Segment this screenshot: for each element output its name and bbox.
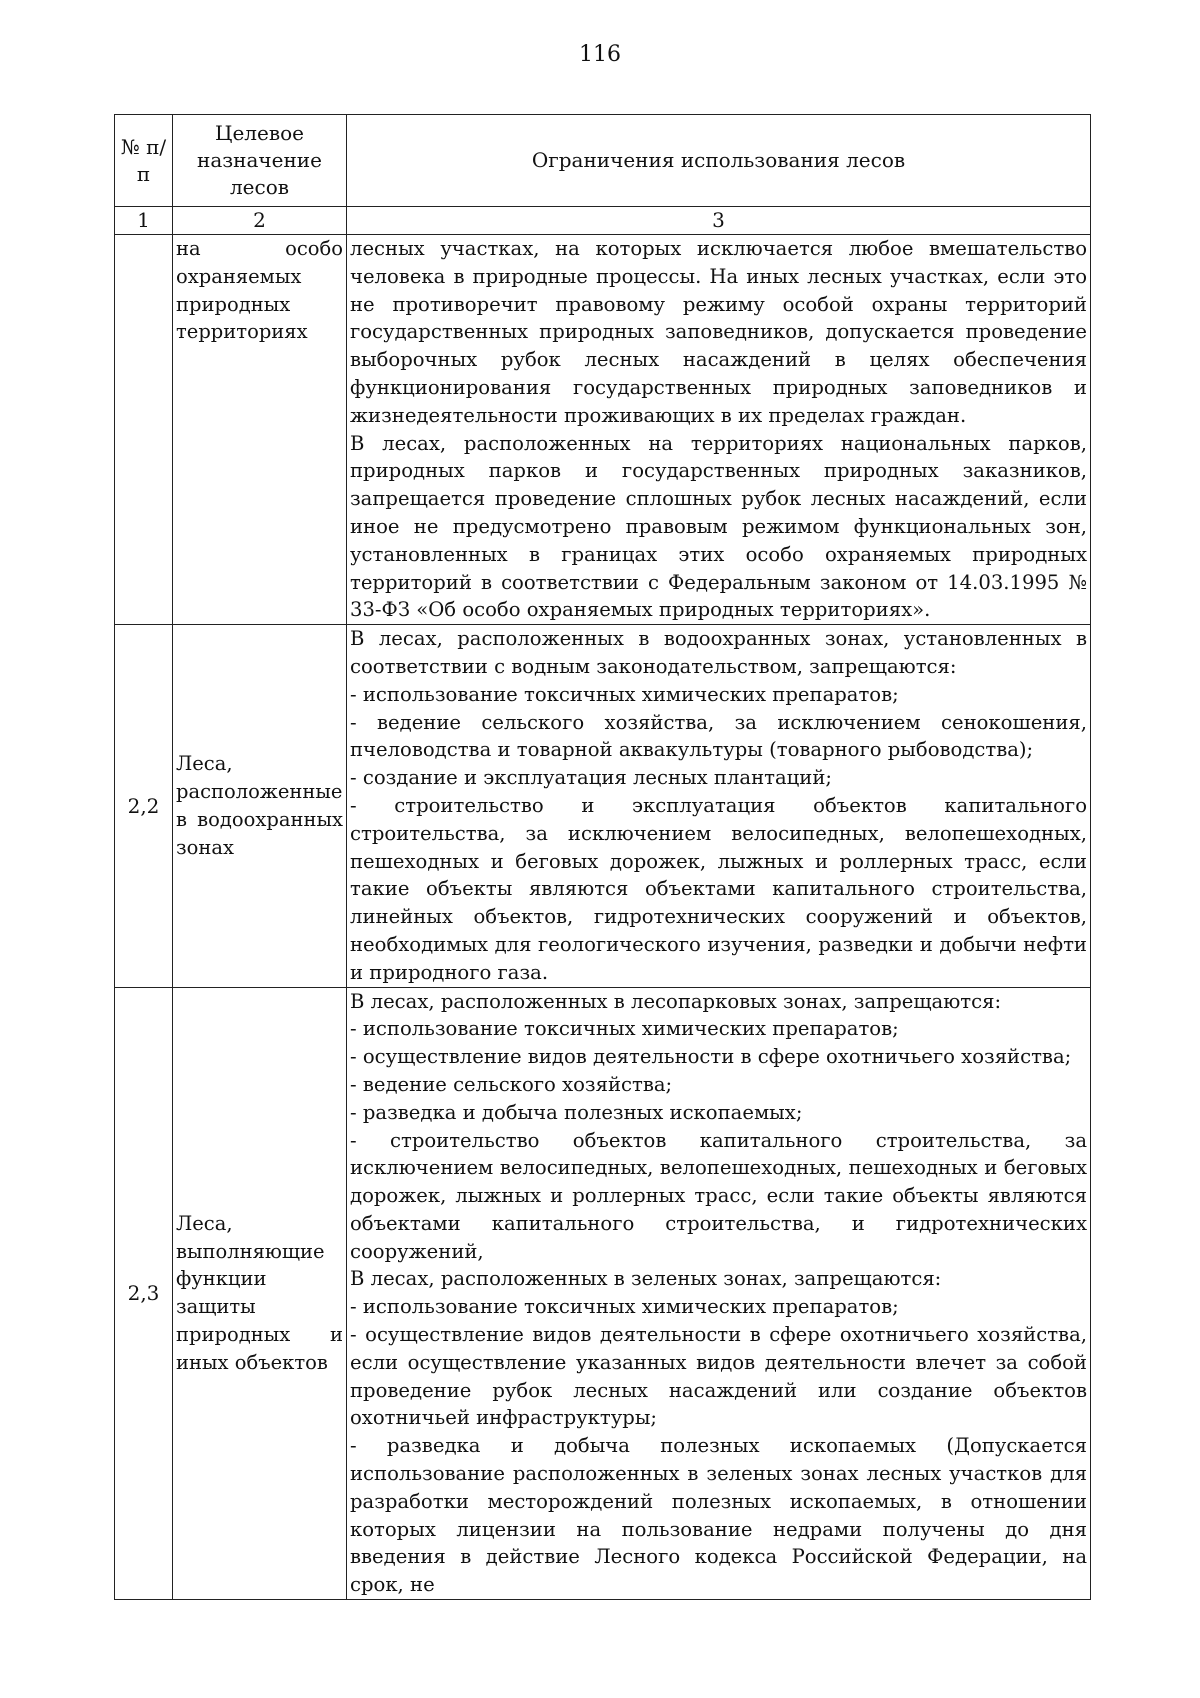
restriction-paragraph: - использование токсичных химических препаратов; — [350, 682, 899, 706]
restriction-paragraph: В лесах, расположенных в лесопарковых зонах, запрещаются: — [350, 989, 1002, 1013]
restriction-paragraph: - строительство объектов капитального строительства, за исключением велосипедных, велопешеходных, пешеходных и беговых дорожек, лыжных и роллерных трасс, если такие объекты являются объектами капитального строительства, и гидротехнических сооружений, — [350, 1128, 1087, 1263]
restriction-paragraph: - осуществление видов деятельности в сфере охотничьего хозяйства, если осуществление указанных видов деятельности влечет за собой проведение рубок лесных насаждений или создание объектов охотничьей инфраструктуры; — [350, 1323, 1087, 1430]
table-row — [115, 987, 1091, 1600]
restriction-paragraph: - разведка и добыча полезных ископаемых (Допускается использование расположенных в зеленых зонах лесных участков для разработки месторождений полезных ископаемых, в отношении которых лицензии на пользование недрами получены до дня введения в действие Лесного кодекса Российской Федерации, на срок, не — [350, 1434, 1087, 1597]
column-number: 2 — [173, 207, 347, 235]
forest-restrictions-table — [114, 114, 1091, 1600]
column-number: 1 — [115, 207, 173, 235]
column-number-row — [115, 207, 1091, 235]
row-purpose: на особо охраняемых природных территориях — [173, 235, 347, 625]
row-number: 2,3 — [115, 987, 173, 1600]
row-number — [115, 235, 173, 625]
header-purpose: Целевое назначение лесов — [173, 115, 347, 207]
restriction-paragraph: - использование токсичных химических препаратов; — [350, 1295, 899, 1319]
table-row — [115, 235, 1091, 625]
restriction-paragraph: В лесах, расположенных на территориях национальных парков, природных парков и государственных природных заказников, запрещается проведение сплошных рубок лесных насаждений, если иное не предусмотрено правовым режимом функциональных зон, установленных в границах этих особо охраняемых природных территорий в соответствии с Федеральным законом от 14.03.1995 № 33-ФЗ «Об особо охраняемых природных территориях». — [350, 431, 1087, 622]
row-restrictions — [347, 987, 1091, 1600]
table-row — [115, 625, 1091, 987]
restriction-paragraph: - использование токсичных химических препаратов; — [350, 1017, 899, 1041]
restriction-paragraph: - осуществление видов деятельности в сфере охотничьего хозяйства; — [350, 1045, 1072, 1069]
row-number: 2,2 — [115, 625, 173, 987]
restriction-paragraph: - создание и эксплуатация лесных плантаций; — [350, 766, 832, 790]
header-num: № п/п — [115, 115, 173, 207]
table-header-row — [115, 115, 1091, 207]
restriction-paragraph: В лесах, расположенных в зеленых зонах, запрещаются: — [350, 1267, 942, 1291]
restriction-paragraph: - разведка и добыча полезных ископаемых; — [350, 1100, 803, 1124]
restriction-paragraph: В лесах, расположенных в водоохранных зонах, установленных в соответствии с водным законодательством, запрещаются: — [350, 627, 1087, 678]
restriction-paragraph: - строительство и эксплуатация объектов капитального строительства, за исключением велосипедных, велопешеходных, пешеходных и беговых дорожек, лыжных и роллерных трасс, если такие объекты являются объектами капитального строительства, линейных объектов, гидротехнических сооружений и объектов, необходимых для геологического изучения, разведки и добычи нефти и природного газа. — [350, 793, 1087, 984]
page-number: 116 — [579, 42, 621, 67]
column-number: 3 — [347, 207, 1091, 235]
header-restrictions: Ограничения использования лесов — [347, 115, 1091, 207]
row-restrictions — [347, 235, 1091, 625]
row-purpose: Леса, выполняющие функции защиты природных и иных объектов — [173, 987, 347, 1600]
restriction-paragraph: - ведение сельского хозяйства; — [350, 1072, 673, 1096]
restriction-paragraph: - ведение сельского хозяйства, за исключением сенокошения, пчеловодства и товарной аквакультуры (товарного рыбоводства); — [350, 710, 1087, 762]
restriction-paragraph: лесных участках, на которых исключается любое вмешательство человека в природные процессы. На иных лесных участках, если это не противоречит правовому режиму особой охраны территорий государственных природных заповедников, допускается проведение выборочных рубок лесных насаждений в целях обеспечения функционирования государственных природных заповедников и жизнедеятельности проживающих в их пределах граждан. — [350, 237, 1087, 427]
row-purpose: Леса, расположенные в водоохранных зонах — [173, 625, 347, 987]
row-restrictions — [347, 625, 1091, 987]
